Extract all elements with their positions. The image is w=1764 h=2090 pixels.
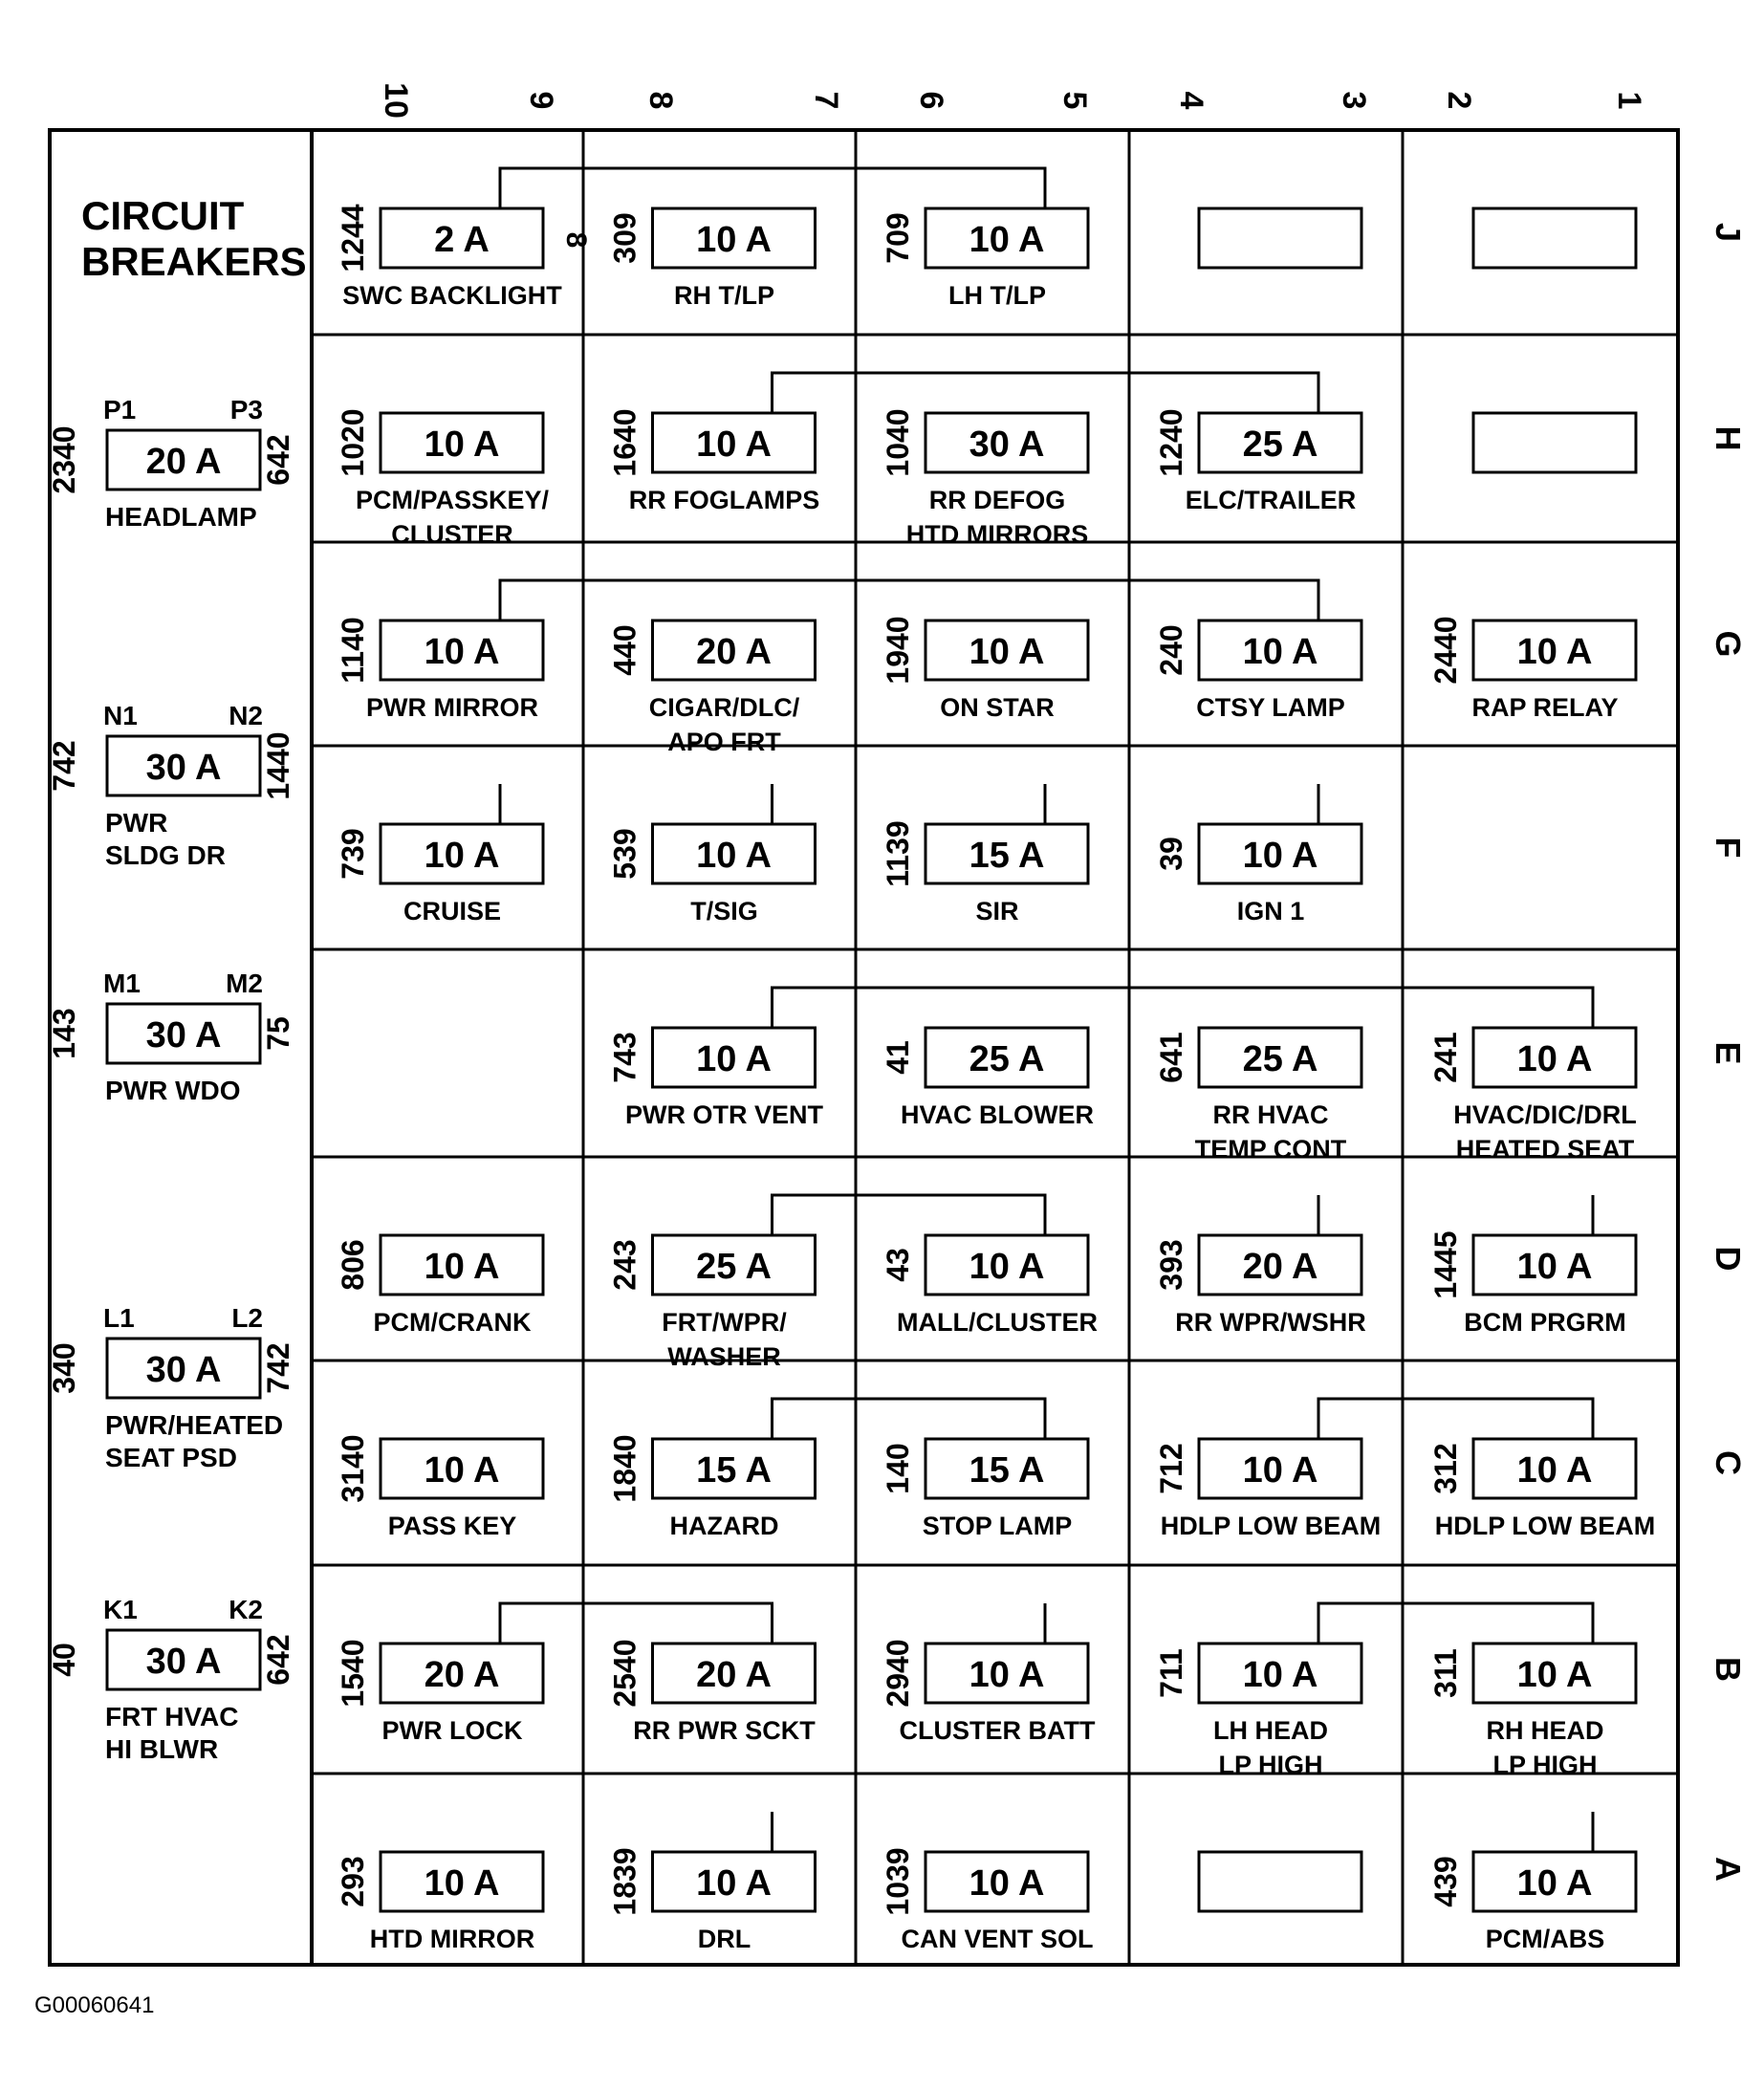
fuse-label: HEATED SEAT: [1455, 1135, 1635, 1164]
column-number: 7: [808, 91, 844, 110]
circuit-number: 1040: [881, 408, 915, 477]
circuit-number: 393: [1154, 1239, 1188, 1291]
circuit-number: 311: [1428, 1648, 1463, 1698]
breaker-circuit: 143: [47, 1008, 81, 1059]
fuse-label: CLUSTER BATT: [899, 1716, 1096, 1745]
circuit-number: 240: [1154, 624, 1188, 676]
fuse-rating: 10 A: [1516, 1247, 1593, 1287]
fuse-label: IGN 1: [1236, 897, 1305, 925]
breaker-circuit: 742: [47, 740, 81, 792]
breaker-label: SEAT PSD: [105, 1443, 237, 1472]
breaker-rating: 30 A: [145, 1350, 222, 1390]
fuse-label: CIGAR/DLC/: [648, 693, 800, 722]
fuse-rating: 15 A: [969, 1450, 1045, 1491]
fuse-label: FRT/WPR/: [662, 1308, 787, 1337]
fuse-label: LP HIGH: [1218, 1751, 1323, 1779]
fuse-label: SWC BACKLIGHT: [342, 281, 562, 310]
breaker-label: PWR/HEATED: [105, 1410, 284, 1440]
breaker-terminal: L2: [231, 1303, 263, 1333]
circuit-number: 309: [607, 212, 642, 264]
fuse-label: PWR LOCK: [381, 1716, 523, 1745]
circuit-number: 739: [336, 828, 370, 880]
bus-bar: [1318, 1399, 1593, 1439]
circuit-number: 243: [607, 1239, 642, 1291]
breaker-terminal: M2: [226, 969, 263, 998]
breaker-rating: 20 A: [145, 442, 222, 482]
fuse-rating: 25 A: [1242, 1039, 1318, 1079]
row-letter: B: [1709, 1657, 1748, 1682]
circuit-number: 1140: [336, 617, 370, 684]
fuse-rating: 30 A: [969, 425, 1045, 465]
fuse-label: HAZARD: [669, 1512, 779, 1540]
circuit-number: 43: [881, 1248, 915, 1282]
circuit-number: 1020: [336, 408, 370, 477]
fuse-label: PCM/ABS: [1485, 1925, 1605, 1953]
fuse-label: ON STAR: [940, 693, 1055, 722]
fuse-label: CLUSTER: [391, 520, 513, 549]
fuse-label: HDLP LOW BEAM: [1160, 1512, 1382, 1540]
fuse-label: CAN VENT SOL: [901, 1925, 1094, 1953]
figure-id: G00060641: [34, 1992, 155, 2018]
fuse-label: ELC/TRAILER: [1185, 486, 1357, 514]
circuit-number: 2940: [881, 1639, 915, 1708]
circuit-number: 2440: [1428, 616, 1463, 685]
row-letter: A: [1709, 1857, 1748, 1882]
fuse-label: LH HEAD: [1213, 1716, 1328, 1745]
row-letter: J: [1709, 222, 1748, 243]
breaker-label: HI BLWR: [105, 1734, 219, 1764]
fuse-rating: 10 A: [424, 425, 500, 465]
fuse-label: STOP LAMP: [922, 1512, 1073, 1540]
fuse-label: LH T/LP: [948, 281, 1046, 310]
breaker-circuit: 742: [261, 1342, 295, 1394]
fuse-label: RR FOGLAMPS: [628, 486, 820, 514]
circuit-number: 241: [1428, 1032, 1463, 1083]
breaker-terminal: P3: [229, 395, 263, 425]
circuit-number: 39: [1154, 837, 1188, 871]
breaker-label: FRT HVAC: [105, 1702, 239, 1731]
fuse-label: RR DEFOG: [928, 486, 1066, 514]
fuse-label: BCM PRGRM: [1464, 1308, 1626, 1337]
circuit-number: 1039: [881, 1847, 915, 1916]
fuse-rating: 10 A: [969, 1247, 1045, 1287]
fuse-rating: 10 A: [969, 1655, 1045, 1695]
fuse-label: PWR OTR VENT: [625, 1100, 823, 1129]
column-number: 8: [642, 91, 679, 110]
fuse-label: RAP RELAY: [1471, 693, 1619, 722]
circuit-number: 1940: [881, 616, 915, 685]
circuit-number: 1139: [881, 820, 915, 887]
fuse-rating: 10 A: [1516, 1039, 1593, 1079]
fuse-label: CTSY LAMP: [1196, 693, 1345, 722]
breaker-circuit: 642: [261, 1634, 295, 1686]
fuse-box: [1199, 208, 1361, 268]
fuse-rating: 25 A: [696, 1247, 772, 1287]
circuit-number: 2540: [607, 1639, 642, 1708]
fuse-label: RH T/LP: [674, 281, 774, 310]
fuse-label: HTD MIRROR: [369, 1925, 535, 1953]
fuse-label: PASS KEY: [387, 1512, 517, 1540]
column-number: 4: [1173, 91, 1209, 110]
circuit-number: 743: [607, 1032, 642, 1083]
breaker-label: PWR: [105, 808, 168, 838]
fuse-rating: 10 A: [424, 1450, 500, 1491]
fuse-rating: 15 A: [969, 836, 1045, 876]
fuse-label: MALL/CLUSTER: [897, 1308, 1098, 1337]
fuse-rating: 20 A: [424, 1655, 500, 1695]
bus-bar: [773, 373, 1319, 413]
fuse-box: [1473, 208, 1636, 268]
fuse-rating: 10 A: [424, 1863, 500, 1904]
fuse-rating: 10 A: [1516, 632, 1593, 672]
fuse-label: APO FRT: [667, 728, 781, 756]
fuse-label: DRL: [697, 1925, 751, 1953]
circuit-number: 539: [607, 828, 642, 880]
circuit-number: 712: [1154, 1443, 1188, 1494]
row-letter: H: [1709, 425, 1748, 451]
circuit-number: 1640: [607, 408, 642, 477]
column-number: 3: [1336, 91, 1372, 110]
fuse-rating: 10 A: [1242, 1450, 1318, 1491]
fuse-rating: 10 A: [969, 1863, 1045, 1904]
fuse-rating: 10 A: [696, 220, 772, 260]
breaker-circuit: 2340: [47, 425, 81, 494]
column-number: 6: [913, 91, 949, 110]
row-letter: E: [1709, 1041, 1748, 1065]
fuse-rating: 10 A: [696, 425, 772, 465]
breaker-label: PWR WDO: [105, 1076, 241, 1105]
breaker-circuit: 40: [47, 1643, 81, 1677]
bus-bar: [773, 988, 1594, 1028]
row-letter: F: [1709, 837, 1748, 859]
breaker-terminal: M1: [103, 969, 141, 998]
fuse-label: HVAC/DIC/DRL: [1453, 1100, 1637, 1129]
breaker-terminal: N2: [229, 701, 263, 730]
fuse-rating: 10 A: [1242, 632, 1318, 672]
circuit-number: 3140: [336, 1434, 370, 1503]
circuit-number: 1445: [1428, 1230, 1463, 1299]
circuit-number: 1840: [607, 1434, 642, 1503]
fuse-label: CRUISE: [403, 897, 502, 925]
fuse-label: WASHER: [667, 1342, 781, 1371]
circuit-number: 440: [607, 624, 642, 676]
breaker-terminal: K1: [103, 1595, 138, 1624]
fuse-rating: 20 A: [1242, 1247, 1318, 1287]
breaker-terminal: P1: [103, 395, 137, 425]
circuit-number: 1244: [336, 204, 370, 272]
breaker-rating: 30 A: [145, 1015, 222, 1056]
fuse-label: PCM/CRANK: [373, 1308, 532, 1337]
breaker-circuit: 1440: [261, 731, 295, 800]
circuit-number: 312: [1428, 1443, 1463, 1494]
fuse-label: HTD MIRRORS: [905, 520, 1089, 549]
fuse-rating: 10 A: [424, 836, 500, 876]
fuse-rating: 25 A: [1242, 425, 1318, 465]
bus-bar: [773, 1195, 1046, 1235]
column-number: 1: [1611, 91, 1647, 110]
fuse-rating: 10 A: [1516, 1655, 1593, 1695]
fuse-label: LP HIGH: [1492, 1751, 1598, 1779]
breaker-label: SLDG DR: [105, 840, 226, 870]
fuse-rating: 2 A: [434, 220, 490, 260]
fuse-label: HDLP LOW BEAM: [1434, 1512, 1656, 1540]
fuse-rating: 10 A: [1242, 1655, 1318, 1695]
breaker-circuit: 75: [261, 1016, 295, 1051]
fuse-rating: 10 A: [1516, 1863, 1593, 1904]
fuse-box: [1473, 413, 1636, 472]
breaker-rating: 30 A: [145, 1642, 222, 1682]
bus-bar: [1318, 1603, 1593, 1644]
column-number: 5: [1056, 91, 1093, 110]
row-letter: C: [1709, 1450, 1748, 1475]
terminal-number: 8: [560, 231, 592, 249]
bus-bar: [500, 1603, 773, 1644]
fuse-rating: 20 A: [696, 632, 772, 672]
fuse-label: RR PWR SCKT: [633, 1716, 816, 1745]
fuse-label: T/SIG: [690, 897, 758, 925]
circuit-number: 439: [1428, 1856, 1463, 1907]
fuse-label: SIR: [975, 897, 1019, 925]
breaker-circuit: 340: [47, 1342, 81, 1394]
fuse-rating: 15 A: [696, 1450, 772, 1491]
circuit-number: 1540: [336, 1639, 370, 1708]
row-letter: D: [1709, 1246, 1748, 1272]
fuse-box: [1199, 1852, 1361, 1911]
breaker-circuit: 642: [261, 434, 295, 486]
fuse-label: TEMP CONT: [1194, 1135, 1347, 1164]
fuse-rating: 10 A: [696, 1039, 772, 1079]
fuse-label: RH HEAD: [1486, 1716, 1604, 1745]
fuse-rating: 10 A: [696, 1863, 772, 1904]
breaker-terminal: N1: [103, 701, 138, 730]
fuse-rating: 10 A: [969, 220, 1045, 260]
circuit-number: 641: [1154, 1032, 1188, 1083]
fuse-label: HVAC BLOWER: [901, 1100, 1094, 1129]
row-letter: G: [1709, 630, 1748, 658]
breaker-title: CIRCUIT: [81, 193, 245, 238]
fuse-rating: 10 A: [1242, 836, 1318, 876]
breaker-rating: 30 A: [145, 748, 222, 788]
circuit-number: 293: [336, 1856, 370, 1907]
fuse-rating: 25 A: [969, 1039, 1045, 1079]
column-number: 9: [523, 91, 559, 110]
circuit-number: 806: [336, 1239, 370, 1291]
breaker-label: HEADLAMP: [105, 502, 257, 532]
column-number: 2: [1441, 91, 1477, 110]
fuse-label: PCM/PASSKEY/: [355, 486, 550, 514]
column-number: 10: [378, 82, 414, 119]
circuit-number: 711: [1154, 1648, 1188, 1698]
fuse-rating: 10 A: [969, 632, 1045, 672]
breaker-terminal: L1: [103, 1303, 135, 1333]
fuse-rating: 10 A: [424, 1247, 500, 1287]
fuse-label: PWR MIRROR: [366, 693, 538, 722]
fuse-label: RR HVAC: [1212, 1100, 1329, 1129]
breaker-title: BREAKERS: [81, 239, 307, 284]
circuit-number: 41: [881, 1040, 915, 1075]
fuse-rating: 10 A: [424, 632, 500, 672]
bus-bar: [500, 580, 1318, 620]
bus-bar: [773, 1399, 1046, 1439]
fuse-rating: 20 A: [696, 1655, 772, 1695]
circuit-number: 709: [881, 212, 915, 264]
circuit-number: 1839: [607, 1847, 642, 1916]
circuit-number: 1240: [1154, 408, 1188, 477]
circuit-number: 140: [881, 1443, 915, 1494]
fuse-rating: 10 A: [696, 836, 772, 876]
breaker-terminal: K2: [229, 1595, 263, 1624]
fuse-rating: 10 A: [1516, 1450, 1593, 1491]
fuse-label: RR WPR/WSHR: [1175, 1308, 1366, 1337]
